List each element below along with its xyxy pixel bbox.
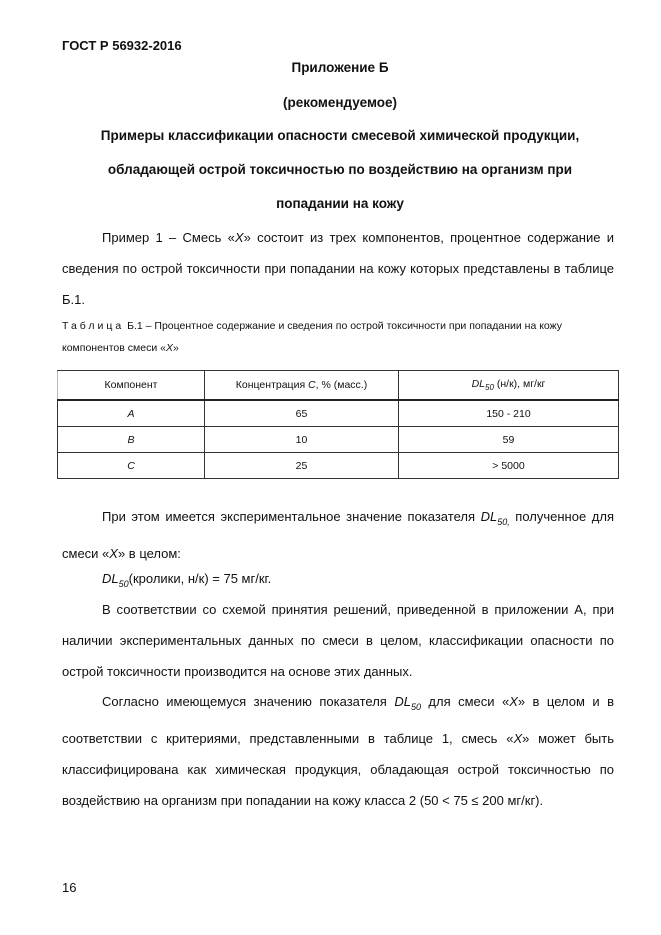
page-number: 16 xyxy=(62,880,77,895)
cell-component: B xyxy=(58,427,205,453)
header-concentration: Концентрация C, % (масс.) xyxy=(205,371,399,401)
appendix-heading-line3: попадании на кожу xyxy=(276,196,404,211)
cell-dl50: 59 xyxy=(399,427,619,453)
cell-concentration: 25 xyxy=(205,453,399,479)
header-dl50: $DL_{50}$ (н/к), мг/кг xyxy=(399,371,619,401)
appendix-status: (рекомендуемое) xyxy=(283,95,397,110)
table-caption-label: Таблица xyxy=(62,320,125,332)
classification-paragraph: Согласно имеющемуся значению показателя $DL_{50}$ для смеси «X» в целом и в соответствии с критериями, представленными в таблице 1, смесь «X» может быть классифицирована как химическая продукция, обладающая острой токсичностью по воздействию на организм при попадании на кожу класса 2 (50 < 75 ≤ 200 мг/кг). xyxy=(62,694,614,808)
decision-scheme-paragraph: В соответствии со схемой принятия решений, приведенной в приложении А, при наличии экспериментальных данных по смеси в целом, классификации опасности по острой токсичности производится на основе этих данных. xyxy=(62,602,614,679)
table-row xyxy=(58,400,619,427)
formula-line: $DL_{50}(кролики$, н/к) = 75 мг/кг. xyxy=(102,571,272,589)
appendix-heading-line2: обладающей острой токсичностью по воздействию на организм при xyxy=(107,162,573,177)
document-code: ГОСТ Р 56932-2016 xyxy=(62,38,182,53)
cell-component: A xyxy=(58,400,205,427)
table-row xyxy=(58,453,619,479)
table-caption: Таблица Б.1 – Процентное содержание и сведения по острой токсичности при попадании на кожу компонентов смеси «X» xyxy=(62,320,563,354)
appendix-heading-line1: Примеры классификации опасности смесевой химической продукции, xyxy=(100,128,580,143)
table-row xyxy=(58,427,619,453)
cell-component: C xyxy=(58,453,205,479)
header-component: Компонент xyxy=(58,371,205,401)
appendix-title: Приложение Б xyxy=(291,60,389,75)
cell-concentration: 10 xyxy=(205,427,399,453)
table-header-row xyxy=(58,371,619,401)
cell-dl50: 150 - 210 xyxy=(399,400,619,427)
cell-concentration: 65 xyxy=(205,400,399,427)
cell-dl50: > 5000 xyxy=(399,453,619,479)
data-table xyxy=(57,370,619,479)
example-paragraph: Пример 1 – Смесь «X» состоит из трех компонентов, процентное содержание и сведения по острой токсичности при попадании на кожу которых представлены в таблице Б.1. xyxy=(62,230,614,307)
experimental-value-paragraph: При этом имеется экспериментальное значение показателя $DL_{50,}$ полученное для смеси «X» в целом: xyxy=(62,509,614,561)
